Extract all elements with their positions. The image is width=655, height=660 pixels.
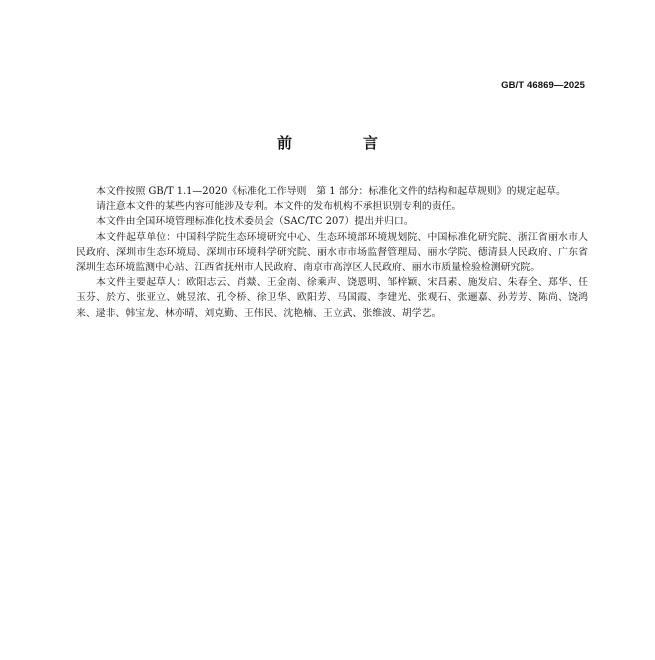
- paragraph-drafters: 本文件主要起草人：欧阳志云、肖燚、王金南、徐乘声、饶恩明、邹梓颖、宋昌素、施发启、朱春全、郑华、任玉芬、於方、张亚立、姚昱浓、孔令桥、徐卫华、欧阳芳、马国霞、李建光、张观石、张逦嘉、孙芳芳、陈尚、饶鸿来、逯非、韩宝龙、林亦晴、刘克勤、王伟民、沈艳楠、王立武、张维波、胡学艺。: [76, 277, 588, 319]
- foreword-body: [76, 184, 588, 321]
- paragraph-drafting-units: 本文件起草单位：中国科学院生态环境研究中心、生态环境部环境规划院、中国标准化研究院、浙江省丽水市人民政府、深圳市生态环境局、深圳市环境科学研究院、丽水市市场监督管理局、丽水学院、德清县人民政府、广东省深圳生态环境监测中心站、江西省抚州市人民政府、南京市高淳区人民政府、丽水市质量检验检测研究院。: [76, 231, 588, 274]
- paragraph-drafting-rules: 本文件按照 GB/T 1.1—2020《标准化工作导则 第 1 部分：标准化文件的结构和起草规则》的规定起草。: [96, 186, 566, 197]
- paragraph-patent-notice: 请注意本文件的某些内容可能涉及专利。本文件的发布机构不承担识别专利的责任。: [96, 201, 462, 213]
- paragraph-proposer: 本文件由全国环境管理标准化技术委员会（SAC/TC 207）提出并归口。: [96, 216, 414, 228]
- page-title: 前 言: [276, 134, 406, 152]
- standard-number: GB/T 46869—2025: [501, 80, 585, 91]
